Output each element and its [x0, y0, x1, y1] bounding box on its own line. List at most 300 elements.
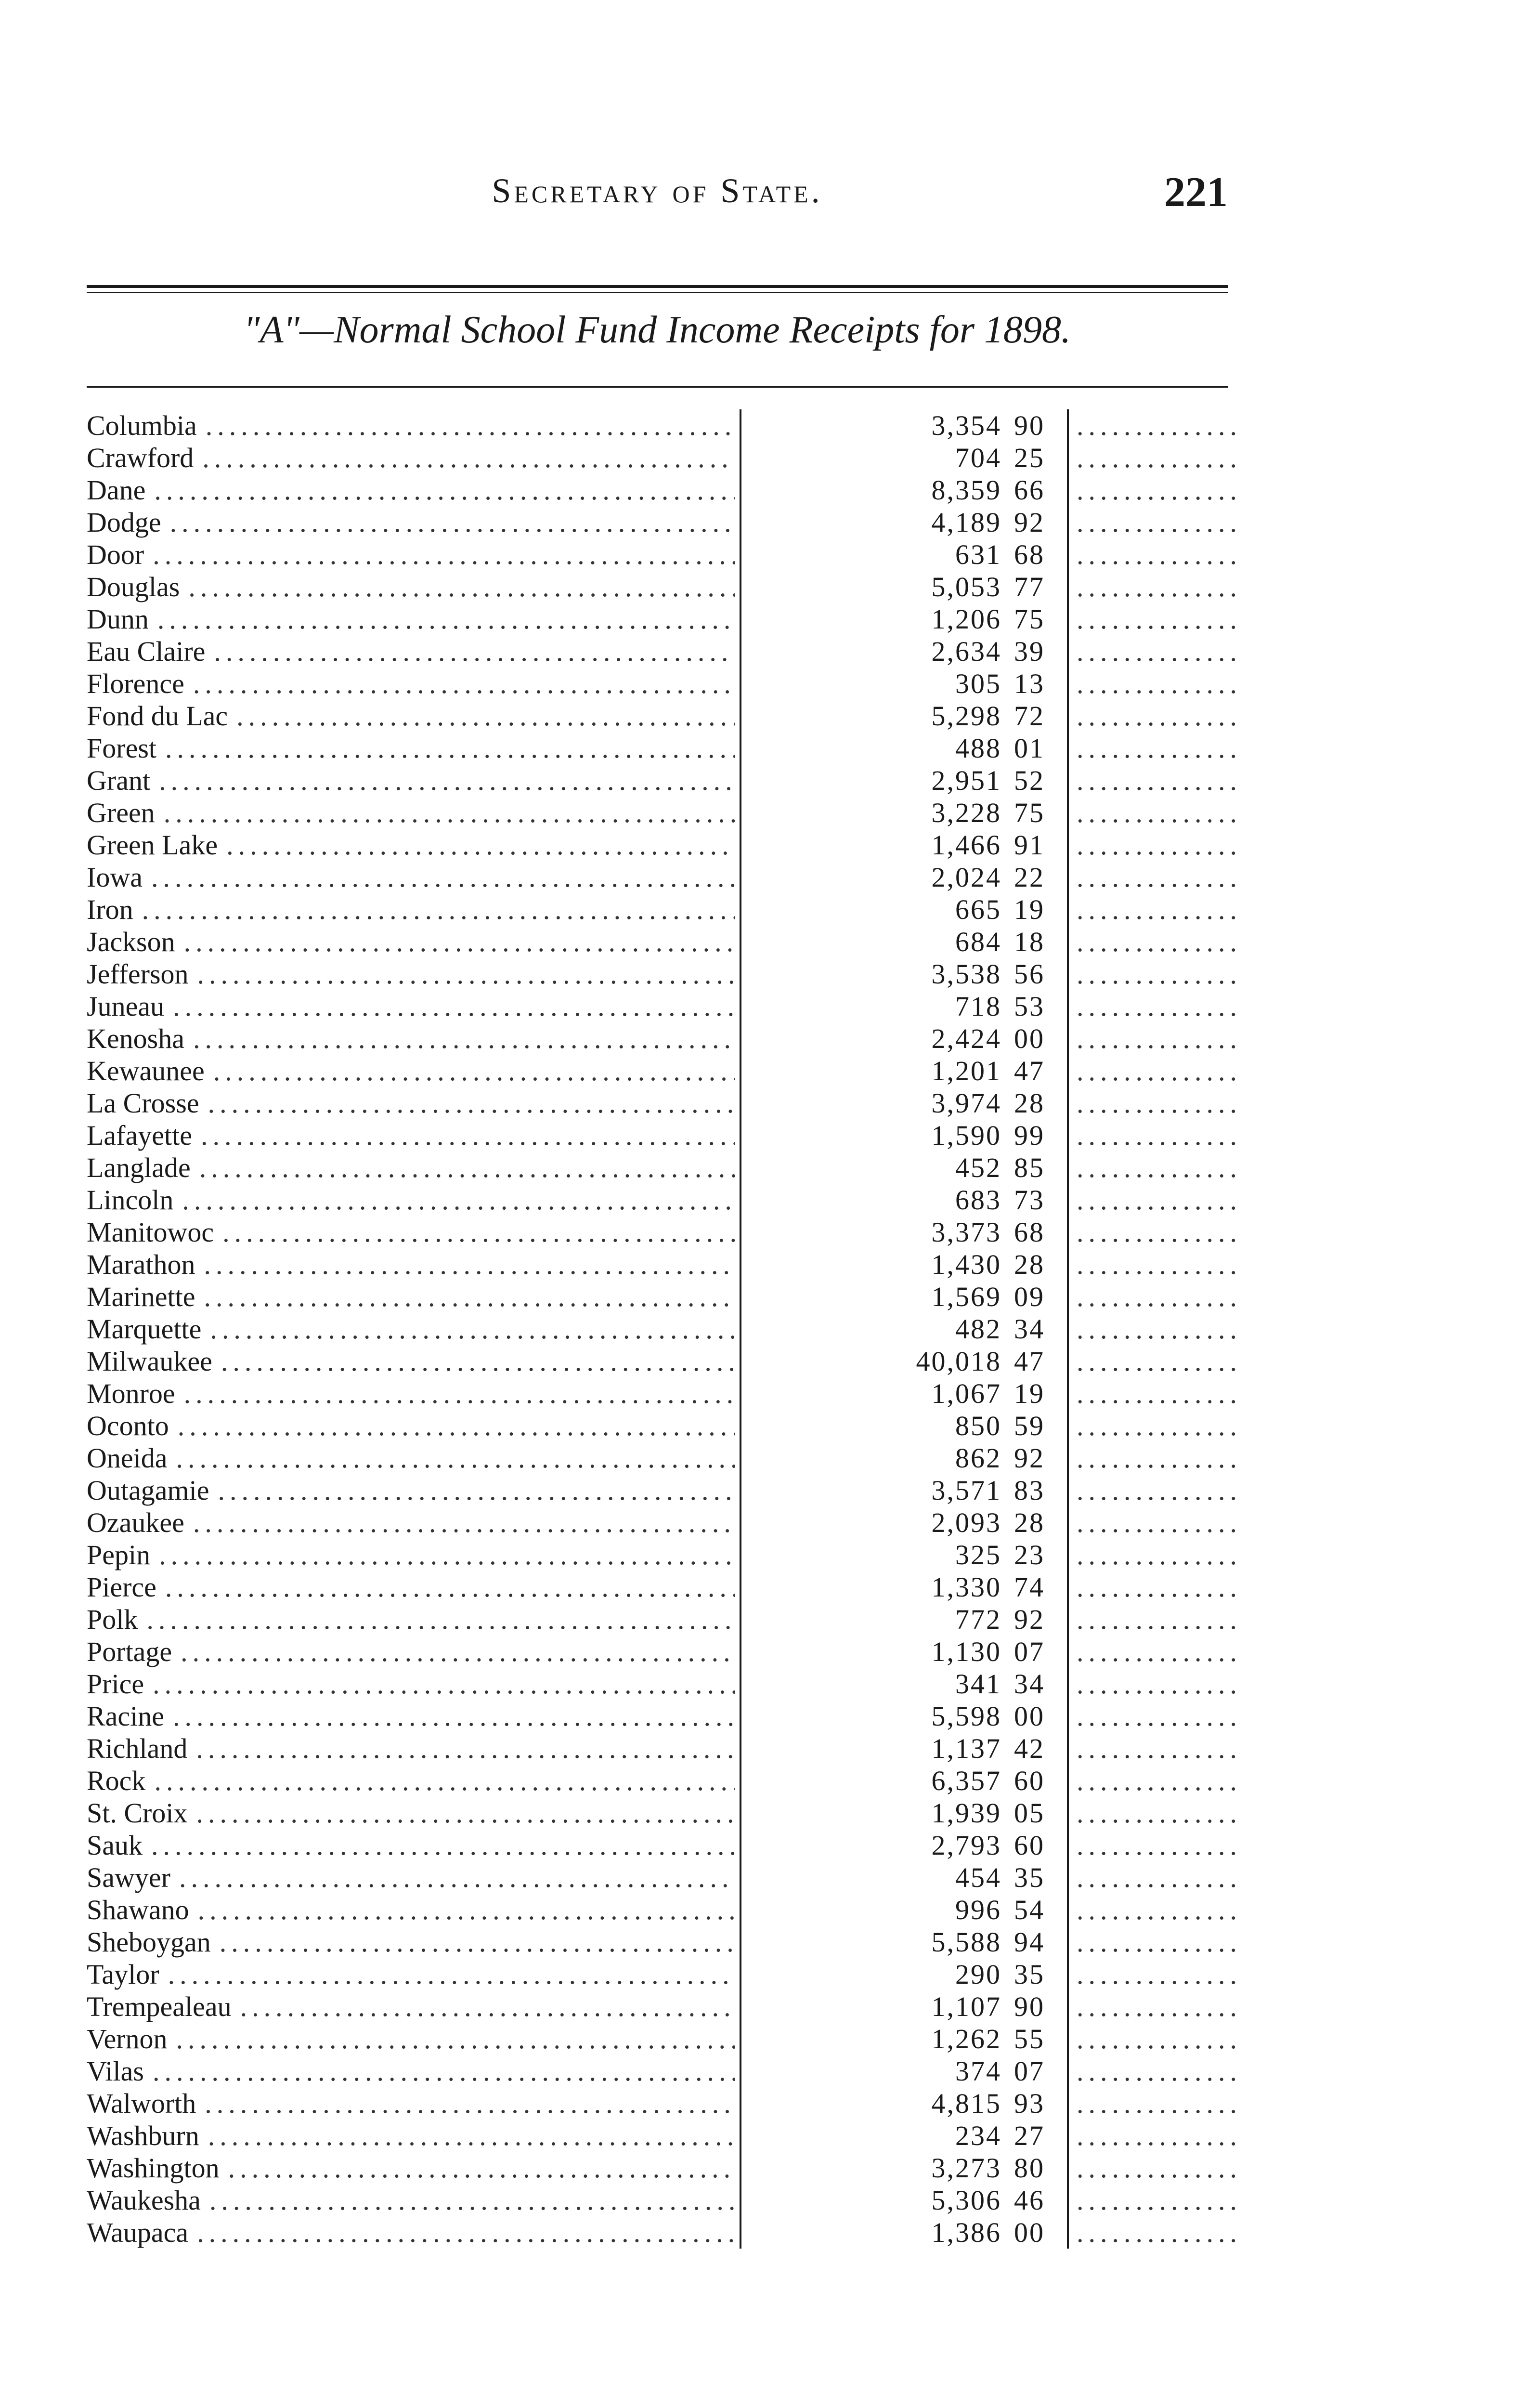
dot-leader: [173, 990, 735, 1022]
amount-dollars: 1,430: [931, 1249, 1001, 1280]
county-cell: [87, 442, 741, 474]
blank-column-leader: [1069, 1990, 1242, 2023]
blank-column-leader: [1069, 2184, 1242, 2216]
dot-leader: [184, 1377, 735, 1410]
blank-column-leader: [1069, 1894, 1242, 1926]
blank-column-leader: [1069, 1345, 1242, 1377]
table-row: [87, 1281, 1242, 1313]
blank-column-leader: [1069, 2023, 1242, 2055]
table-row: [87, 764, 1242, 797]
county-cell: [87, 1894, 741, 1926]
dot-leader: [176, 1442, 735, 1474]
county-cell: [87, 635, 741, 667]
amount-cell: [741, 1829, 1069, 1861]
amount-dollars: 40,018: [916, 1346, 1001, 1377]
amount-cell: [741, 1571, 1069, 1603]
amount-cell: [741, 1958, 1069, 1990]
amount-cents: 46: [1014, 2185, 1045, 2216]
dot-leader: [222, 1216, 735, 1248]
county-name: Pepin: [87, 1539, 151, 1570]
amount-cell: [741, 1055, 1069, 1087]
amount-cents: 07: [1014, 2055, 1045, 2087]
county-name: La Crosse: [87, 1087, 199, 1119]
amount-cents: 91: [1014, 829, 1045, 861]
county-name: Oneida: [87, 1442, 168, 1474]
county-cell: [87, 1765, 741, 1797]
dot-leader: [199, 1152, 735, 1184]
table-row: [87, 1377, 1242, 1410]
county-cell: [87, 571, 741, 603]
amount-cents: 23: [1014, 1539, 1045, 1570]
amount-cell: [741, 538, 1069, 571]
county-name: Ozaukee: [87, 1507, 184, 1538]
amount-cents: 72: [1014, 700, 1045, 732]
county-name: Vilas: [87, 2055, 144, 2087]
amount-cents: 77: [1014, 571, 1045, 602]
county-name: Iron: [87, 894, 133, 925]
county-cell: [87, 1732, 741, 1765]
amount-cell: [741, 2120, 1069, 2152]
table-row: [87, 2120, 1242, 2152]
amount-cell: [741, 1377, 1069, 1410]
amount-cents: 93: [1014, 2088, 1045, 2119]
blank-column-leader: [1069, 506, 1242, 538]
county-cell: [87, 926, 741, 958]
county-name: Shawano: [87, 1894, 189, 1925]
running-head: Secretary of State.: [492, 171, 823, 210]
table-row: [87, 538, 1242, 571]
county-name: Manitowoc: [87, 1217, 214, 1248]
amount-cell: [741, 2152, 1069, 2184]
amount-cell: [741, 1990, 1069, 2023]
dot-leader: [176, 2023, 735, 2055]
county-cell: [87, 1377, 741, 1410]
table-row: [87, 893, 1242, 926]
blank-column-leader: [1069, 700, 1242, 732]
blank-column-leader: [1069, 861, 1242, 893]
blank-column-leader: [1069, 1539, 1242, 1571]
county-cell: [87, 667, 741, 700]
blank-column-leader: [1069, 1861, 1242, 1894]
amount-cents: 92: [1014, 1442, 1045, 1474]
amount-cell: [741, 861, 1069, 893]
amount-dollars: 1,262: [931, 2023, 1001, 2055]
county-name: Grant: [87, 765, 151, 796]
county-cell: [87, 2055, 741, 2087]
amount-cents: 27: [1014, 2120, 1045, 2151]
county-cell: [87, 1119, 741, 1152]
county-name: Rock: [87, 1765, 146, 1796]
county-name: Green Lake: [87, 829, 218, 861]
amount-dollars: 3,228: [931, 797, 1001, 828]
county-name: Sauk: [87, 1830, 143, 1861]
table-row: [87, 2023, 1242, 2055]
amount-dollars: 8,359: [931, 474, 1001, 506]
amount-dollars: 374: [955, 2055, 1001, 2087]
amount-dollars: 3,571: [931, 1475, 1001, 1506]
amount-dollars: 683: [955, 1184, 1001, 1216]
blank-column-leader: [1069, 2120, 1242, 2152]
dot-leader: [208, 2120, 735, 2152]
blank-column-leader: [1069, 990, 1242, 1022]
amount-dollars: 5,588: [931, 1926, 1001, 1958]
county-cell: [87, 2184, 741, 2216]
amount-cents: 99: [1014, 1120, 1045, 1151]
amount-cell: [741, 667, 1069, 700]
county-name: Waukesha: [87, 2185, 201, 2216]
amount-cents: 56: [1014, 958, 1045, 990]
table-row: [87, 1087, 1242, 1119]
amount-cents: 90: [1014, 410, 1045, 441]
dot-leader: [184, 926, 735, 958]
amount-dollars: 665: [955, 894, 1001, 925]
dot-leader: [220, 1926, 735, 1958]
amount-dollars: 2,793: [931, 1830, 1001, 1861]
table-row: [87, 861, 1242, 893]
amount-dollars: 5,598: [931, 1701, 1001, 1732]
amount-dollars: 2,024: [931, 862, 1001, 893]
amount-cell: [741, 732, 1069, 764]
county-name: Washburn: [87, 2120, 199, 2151]
county-name: Dodge: [87, 507, 161, 538]
dot-leader: [159, 764, 735, 797]
county-name: Green: [87, 797, 155, 828]
amount-dollars: 3,273: [931, 2152, 1001, 2184]
county-name: Trempealeau: [87, 1991, 232, 2022]
table-row: [87, 1603, 1242, 1636]
amount-dollars: 996: [955, 1894, 1001, 1925]
amount-dollars: 5,053: [931, 571, 1001, 602]
amount-cents: 66: [1014, 474, 1045, 506]
amount-cents: 42: [1014, 1733, 1045, 1764]
blank-column-leader: [1069, 1571, 1242, 1603]
county-name: Douglas: [87, 571, 180, 602]
county-cell: [87, 1055, 741, 1087]
amount-cell: [741, 474, 1069, 506]
county-name: St. Croix: [87, 1797, 188, 1829]
dot-leader: [206, 409, 735, 442]
county-cell: [87, 1345, 741, 1377]
table-row: [87, 1055, 1242, 1087]
county-name: Portage: [87, 1636, 172, 1667]
amount-cell: [741, 635, 1069, 667]
table-row: [87, 474, 1242, 506]
county-cell: [87, 1506, 741, 1539]
county-name: Richland: [87, 1733, 188, 1764]
table-row: [87, 1539, 1242, 1571]
blank-column-leader: [1069, 1410, 1242, 1442]
amount-cents: 59: [1014, 1410, 1045, 1441]
amount-dollars: 5,298: [931, 700, 1001, 732]
dot-leader: [154, 1765, 735, 1797]
county-cell: [87, 1442, 741, 1474]
amount-cell: [741, 990, 1069, 1022]
dot-leader: [221, 1345, 735, 1377]
blank-column-leader: [1069, 1603, 1242, 1636]
dot-leader: [202, 442, 735, 474]
blank-column-leader: [1069, 442, 1242, 474]
amount-cell: [741, 2023, 1069, 2055]
county-name: Vernon: [87, 2023, 168, 2055]
table-row: [87, 829, 1242, 861]
table-row: [87, 1894, 1242, 1926]
county-name: Taylor: [87, 1959, 159, 1990]
dot-leader: [168, 1958, 735, 1990]
amount-cents: 60: [1014, 1830, 1045, 1861]
amount-cents: 75: [1014, 603, 1045, 635]
county-cell: [87, 1410, 741, 1442]
amount-dollars: 6,357: [931, 1765, 1001, 1796]
county-cell: [87, 1539, 741, 1571]
amount-cell: [741, 1087, 1069, 1119]
amount-dollars: 3,538: [931, 958, 1001, 990]
amount-dollars: 1,206: [931, 603, 1001, 635]
county-cell: [87, 1152, 741, 1184]
dot-leader: [196, 1732, 735, 1765]
amount-cents: 35: [1014, 1959, 1045, 1990]
amount-cell: [741, 1700, 1069, 1732]
table-row: [87, 732, 1242, 764]
blank-column-leader: [1069, 667, 1242, 700]
amount-cents: 18: [1014, 926, 1045, 957]
county-cell: [87, 893, 741, 926]
amount-cell: [741, 700, 1069, 732]
blank-column-leader: [1069, 1377, 1242, 1410]
county-cell: [87, 1216, 741, 1248]
county-name: Oconto: [87, 1410, 169, 1441]
amount-dollars: 488: [955, 733, 1001, 764]
dot-leader: [197, 958, 735, 990]
amount-dollars: 452: [955, 1152, 1001, 1183]
table-row: [87, 1990, 1242, 2023]
blank-column-leader: [1069, 1668, 1242, 1700]
page-header: [87, 171, 1228, 224]
county-cell: [87, 1668, 741, 1700]
amount-cell: [741, 1345, 1069, 1377]
table-row: [87, 2055, 1242, 2087]
amount-cents: 52: [1014, 765, 1045, 796]
county-cell: [87, 1829, 741, 1861]
county-cell: [87, 1797, 741, 1829]
dot-leader: [193, 1022, 735, 1055]
receipts-table: [87, 409, 1242, 2249]
amount-cents: 19: [1014, 894, 1045, 925]
county-name: Dunn: [87, 603, 149, 635]
county-name: Juneau: [87, 991, 165, 1022]
amount-cell: [741, 764, 1069, 797]
amount-cents: 92: [1014, 1604, 1045, 1635]
county-name: Waupaca: [87, 2217, 189, 2248]
amount-cents: 35: [1014, 1862, 1045, 1893]
amount-dollars: 3,974: [931, 1087, 1001, 1119]
table-row: [87, 1668, 1242, 1700]
county-name: Monroe: [87, 1378, 175, 1409]
county-name: Marquette: [87, 1313, 202, 1345]
county-cell: [87, 1926, 741, 1958]
table-row: [87, 1861, 1242, 1894]
county-cell: [87, 1087, 741, 1119]
amount-dollars: 234: [955, 2120, 1001, 2151]
amount-cell: [741, 571, 1069, 603]
amount-cell: [741, 1216, 1069, 1248]
blank-column-leader: [1069, 1636, 1242, 1668]
county-name: Crawford: [87, 442, 194, 473]
blank-column-leader: [1069, 1313, 1242, 1345]
amount-cents: 68: [1014, 539, 1045, 570]
county-cell: [87, 797, 741, 829]
dot-leader: [204, 1281, 735, 1313]
amount-cents: 19: [1014, 1378, 1045, 1409]
dot-leader: [151, 861, 735, 893]
amount-cents: 60: [1014, 1765, 1045, 1796]
county-cell: [87, 2023, 741, 2055]
amount-cell: [741, 829, 1069, 861]
amount-dollars: 2,093: [931, 1507, 1001, 1538]
amount-cell: [741, 1894, 1069, 1926]
amount-cents: 00: [1014, 1023, 1045, 1054]
county-cell: [87, 409, 741, 442]
amount-cents: 94: [1014, 1926, 1045, 1958]
amount-dollars: 718: [955, 991, 1001, 1022]
blank-column-leader: [1069, 764, 1242, 797]
amount-cell: [741, 1861, 1069, 1894]
dot-leader: [164, 797, 735, 829]
table-row: [87, 990, 1242, 1022]
amount-dollars: 454: [955, 1862, 1001, 1893]
dot-leader: [193, 1506, 735, 1539]
table-row: [87, 1345, 1242, 1377]
amount-dollars: 4,189: [931, 507, 1001, 538]
amount-cell: [741, 2055, 1069, 2087]
blank-column-leader: [1069, 1152, 1242, 1184]
dot-leader: [142, 893, 735, 926]
table-row: [87, 1926, 1242, 1958]
county-name: Washington: [87, 2152, 220, 2184]
county-name: Price: [87, 1668, 144, 1700]
dot-leader: [153, 538, 735, 571]
county-name: Polk: [87, 1604, 138, 1635]
dot-leader: [208, 1087, 735, 1119]
dot-leader: [173, 1700, 735, 1732]
blank-column-leader: [1069, 1732, 1242, 1765]
amount-dollars: 325: [955, 1539, 1001, 1570]
blank-column-leader: [1069, 1248, 1242, 1281]
dot-leader: [204, 1248, 735, 1281]
blank-column-leader: [1069, 1022, 1242, 1055]
county-cell: [87, 1184, 741, 1216]
amount-cents: 28: [1014, 1507, 1045, 1538]
amount-cents: 53: [1014, 991, 1045, 1022]
amount-cell: [741, 1732, 1069, 1765]
table-row: [87, 1442, 1242, 1474]
amount-cents: 39: [1014, 636, 1045, 667]
dot-leader: [157, 603, 735, 635]
county-cell: [87, 1603, 741, 1636]
table-row: [87, 571, 1242, 603]
dot-leader: [201, 1119, 735, 1152]
county-cell: [87, 1861, 741, 1894]
amount-dollars: 862: [955, 1442, 1001, 1474]
county-cell: [87, 2152, 741, 2184]
amount-cell: [741, 1022, 1069, 1055]
county-name: Jackson: [87, 926, 175, 957]
amount-cell: [741, 1506, 1069, 1539]
blank-column-leader: [1069, 797, 1242, 829]
dot-leader: [210, 1313, 735, 1345]
amount-dollars: 704: [955, 442, 1001, 473]
blank-column-leader: [1069, 2087, 1242, 2120]
amount-cents: 74: [1014, 1571, 1045, 1603]
county-name: Sawyer: [87, 1862, 170, 1893]
blank-column-leader: [1069, 829, 1242, 861]
county-cell: [87, 1571, 741, 1603]
blank-column-leader: [1069, 1119, 1242, 1152]
county-cell: [87, 2120, 741, 2152]
title-rule: [87, 386, 1228, 388]
county-name: Langlade: [87, 1152, 191, 1183]
dot-leader: [178, 1410, 735, 1442]
amount-dollars: 1,466: [931, 829, 1001, 861]
table-row: [87, 1829, 1242, 1861]
county-name: Fond du Lac: [87, 700, 228, 732]
county-name: Outagamie: [87, 1475, 209, 1506]
dot-leader: [165, 732, 735, 764]
amount-cents: 68: [1014, 1217, 1045, 1248]
table-row: [87, 2216, 1242, 2249]
county-cell: [87, 1281, 741, 1313]
amount-cents: 25: [1014, 442, 1045, 473]
county-name: Kewaunee: [87, 1055, 205, 1086]
table-row: [87, 1152, 1242, 1184]
table-row: [87, 2184, 1242, 2216]
table-row: [87, 1636, 1242, 1668]
county-cell: [87, 990, 741, 1022]
dot-leader: [209, 2184, 735, 2216]
county-name: Milwaukee: [87, 1346, 212, 1377]
amount-dollars: 4,815: [931, 2088, 1001, 2119]
amount-cents: 34: [1014, 1668, 1045, 1700]
table-row: [87, 506, 1242, 538]
dot-leader: [197, 2216, 735, 2249]
table-row: [87, 2152, 1242, 2184]
county-name: Florence: [87, 668, 184, 699]
blank-column-leader: [1069, 474, 1242, 506]
amount-cents: 54: [1014, 1894, 1045, 1925]
amount-dollars: 850: [955, 1410, 1001, 1441]
blank-column-leader: [1069, 1055, 1242, 1087]
blank-column-leader: [1069, 732, 1242, 764]
amount-cell: [741, 1410, 1069, 1442]
amount-cents: 28: [1014, 1249, 1045, 1280]
amount-dollars: 305: [955, 668, 1001, 699]
blank-column-leader: [1069, 1765, 1242, 1797]
blank-column-leader: [1069, 2152, 1242, 2184]
blank-column-leader: [1069, 926, 1242, 958]
county-name: Sheboygan: [87, 1926, 211, 1958]
amount-cell: [741, 1281, 1069, 1313]
table-row: [87, 1022, 1242, 1055]
amount-cell: [741, 1797, 1069, 1829]
amount-cell: [741, 506, 1069, 538]
amount-cell: [741, 2184, 1069, 2216]
amount-dollars: 1,067: [931, 1378, 1001, 1409]
county-name: Kenosha: [87, 1023, 184, 1054]
amount-cents: 07: [1014, 1636, 1045, 1667]
table-row: [87, 1248, 1242, 1281]
amount-cell: [741, 797, 1069, 829]
amount-dollars: 1,137: [931, 1733, 1001, 1764]
amount-cents: 28: [1014, 1087, 1045, 1119]
